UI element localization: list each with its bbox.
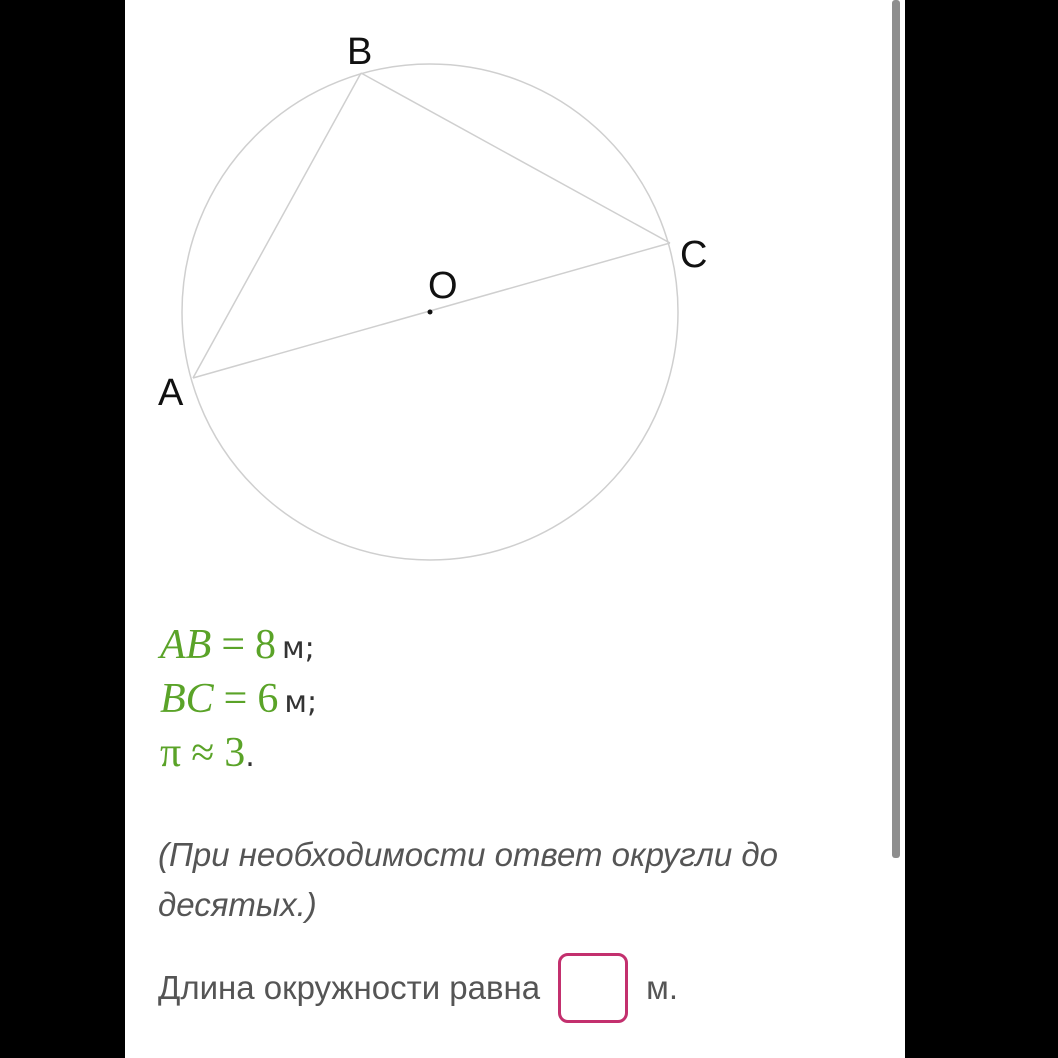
rounding-hint: (При необходимости ответ округли до десятых.) bbox=[158, 836, 778, 923]
center-point bbox=[428, 310, 433, 315]
label-o: O bbox=[428, 265, 458, 307]
given-pi-unit: . bbox=[245, 739, 255, 774]
label-a: A bbox=[158, 372, 184, 414]
given-ab-unit: м; bbox=[282, 631, 315, 666]
answer-unit: м. bbox=[646, 969, 678, 1006]
given-bc bbox=[160, 672, 760, 726]
answer-input[interactable] bbox=[558, 953, 628, 1023]
answer-row bbox=[158, 948, 678, 1028]
vertical-scrollbar[interactable] bbox=[892, 0, 900, 858]
segment-ab bbox=[193, 73, 361, 378]
given-pi-rhs: 3 bbox=[224, 730, 246, 776]
given-pi-op: ≈ bbox=[191, 730, 215, 776]
given-ab-lhs: AB bbox=[160, 622, 212, 668]
given-values bbox=[160, 618, 760, 780]
label-c: C bbox=[680, 234, 708, 276]
given-pi-lhs: π bbox=[160, 730, 182, 776]
answer-label: Длина окружности равна bbox=[158, 969, 541, 1006]
label-b: B bbox=[347, 31, 373, 73]
given-bc-rhs: 6 bbox=[257, 676, 279, 722]
circle-diagram bbox=[125, 0, 905, 600]
given-ab-op: = bbox=[221, 622, 245, 668]
given-bc-lhs: BC bbox=[160, 676, 214, 722]
given-bc-op: = bbox=[223, 676, 248, 722]
given-bc-unit: м; bbox=[284, 685, 318, 720]
given-ab bbox=[160, 618, 760, 672]
given-ab-rhs: 8 bbox=[255, 622, 276, 668]
geometry-figure bbox=[125, 0, 905, 600]
task-page bbox=[125, 0, 905, 1058]
given-pi bbox=[160, 726, 760, 780]
